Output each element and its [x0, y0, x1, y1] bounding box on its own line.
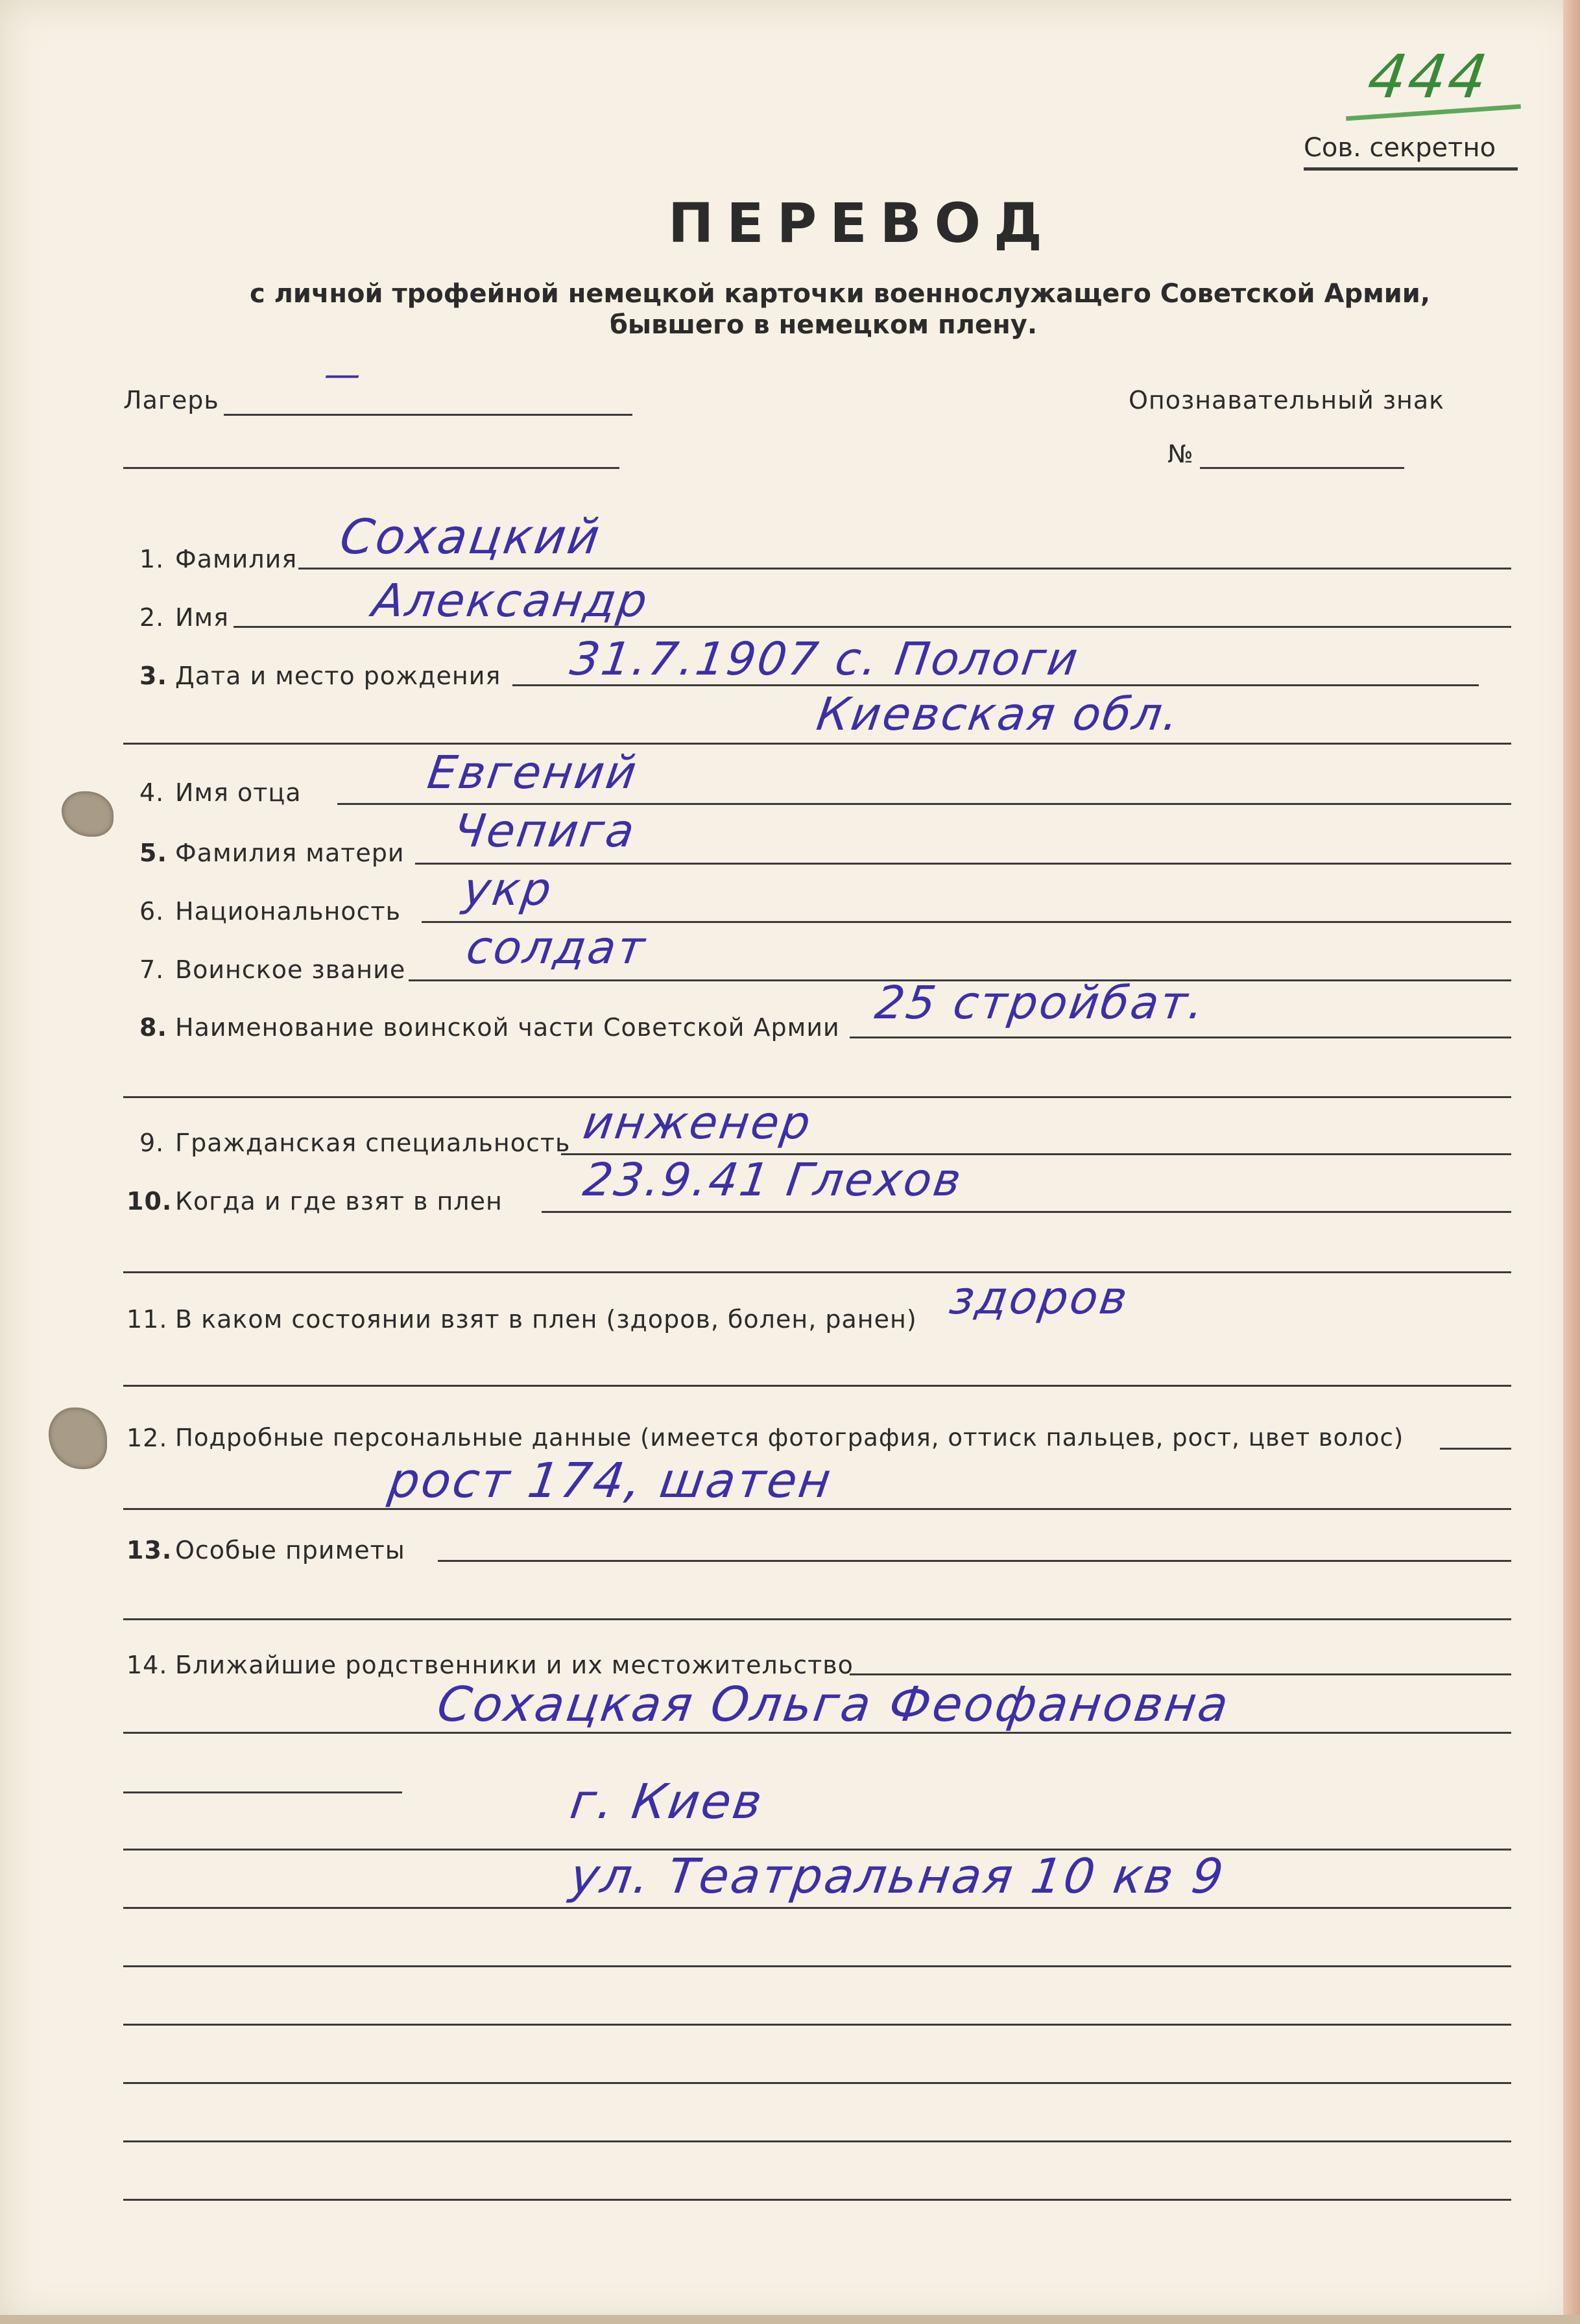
- field-value-birth: 31.7.1907 с. Пологи: [567, 632, 1083, 686]
- page-title: ПЕРЕВОД: [668, 191, 1055, 255]
- field-value-captured: 23.9.41 Глехов: [580, 1153, 966, 1206]
- field-line: [123, 1385, 1511, 1387]
- field-line: [123, 1907, 1511, 1909]
- field-line: [850, 1673, 1511, 1675]
- field-line: [123, 2140, 1511, 2142]
- paper-edge: [1563, 0, 1580, 2324]
- field-value-surname: Сохацкий: [336, 509, 605, 565]
- subtitle-line2: бывшего в немецком плену.: [610, 310, 1038, 340]
- field-line: [438, 1560, 1511, 1562]
- field-line: [850, 1036, 1511, 1038]
- field-number: 1.: [139, 545, 165, 573]
- field-line: [123, 743, 1511, 745]
- field-line: [123, 2082, 1511, 2084]
- field-label-personal: Подробные персональные данные (имеется фотография, оттиск пальцев, рост, цвет волос): [175, 1424, 1404, 1452]
- field-number: 4.: [139, 778, 165, 807]
- field-number: 8.: [139, 1013, 167, 1042]
- field-number: 10.: [126, 1187, 173, 1216]
- field-number: 3.: [139, 662, 167, 690]
- field-value-nationality: укр: [460, 863, 557, 916]
- field-label-profession: Гражданская специальность: [175, 1129, 571, 1157]
- paper-edge-bottom: [0, 2315, 1580, 2324]
- field-label-surname: Фамилия: [175, 545, 298, 573]
- field-value-mother: Чепига: [450, 804, 640, 857]
- field-number: 6.: [139, 897, 165, 926]
- field-line: [123, 1096, 1511, 1098]
- camp-line-2: [123, 467, 619, 469]
- field-value-birth-region: Киевская обл.: [813, 688, 1184, 741]
- field-number: 11.: [126, 1305, 168, 1334]
- field-line: [123, 1271, 1511, 1273]
- field-line: [298, 568, 1511, 569]
- field-value-unit: 25 стройбат.: [872, 976, 1210, 1029]
- field-value-condition: здоров: [946, 1271, 1132, 1324]
- field-label-name: Имя: [175, 603, 229, 632]
- field-number: 5.: [139, 839, 167, 867]
- classification-underline: [1304, 167, 1518, 171]
- field-value-personal: рост 174, шатен: [385, 1453, 836, 1509]
- field-line: [415, 863, 1511, 865]
- archive-number: 444: [1363, 42, 1494, 112]
- field-number: 14.: [126, 1651, 168, 1679]
- id-tag-label: Опознавательный знак: [1129, 386, 1445, 414]
- field-line: [1440, 1448, 1511, 1450]
- field-label-mother: Фамилия матери: [175, 839, 405, 867]
- field-label-unit: Наименование воинской части Советской Армии: [175, 1013, 840, 1042]
- field-value-profession: инженер: [580, 1096, 816, 1149]
- field-line: [123, 1965, 1511, 1967]
- field-label-nationality: Национальность: [175, 897, 401, 926]
- id-tag-number-line: [1200, 467, 1404, 469]
- field-value-name: Александр: [369, 574, 652, 627]
- field-line: [123, 1732, 1511, 1734]
- field-line: [123, 2024, 1511, 2026]
- field-value-relatives-street: ул. Театральная 10 кв 9: [566, 1849, 1228, 1904]
- camp-line: [224, 414, 632, 416]
- field-number: 9.: [139, 1129, 165, 1157]
- field-line: [123, 1791, 402, 1793]
- camp-label: Лагерь: [123, 386, 219, 414]
- field-number: 13.: [126, 1536, 173, 1564]
- field-label-marks: Особые приметы: [175, 1536, 405, 1564]
- field-number: 2.: [139, 603, 165, 632]
- field-label-birth: Дата и место рождения: [175, 662, 501, 690]
- field-line: [123, 1508, 1511, 1510]
- field-value-father: Евгений: [424, 746, 641, 799]
- field-number: 7.: [139, 955, 165, 984]
- punch-hole-top: [62, 791, 114, 837]
- field-value-rank: солдат: [463, 921, 650, 974]
- camp-value: —: [321, 353, 366, 396]
- field-label-rank: Воинское звание: [175, 955, 406, 984]
- punch-hole-bottom: [49, 1408, 107, 1469]
- field-label-relatives: Ближайшие родственники и их местожительство: [175, 1651, 854, 1679]
- field-label-captured: Когда и где взят в плен: [175, 1187, 503, 1216]
- field-number: 12.: [126, 1424, 168, 1452]
- field-value-relatives: Сохацкая Ольга Феофановна: [433, 1677, 1234, 1732]
- field-line: [123, 2199, 1511, 2201]
- classification-label: Сов. секретно: [1304, 133, 1496, 163]
- subtitle-line1: с личной трофейной немецкой карточки военнослужащего Советской Армии,: [250, 279, 1431, 309]
- field-label-father: Имя отца: [175, 778, 302, 807]
- field-line: [542, 1211, 1511, 1213]
- field-label-condition: В каком состоянии взят в плен (здоров, болен, ранен): [175, 1305, 917, 1334]
- field-line: [123, 1618, 1511, 1620]
- field-value-relatives-city: г. Киев: [566, 1774, 767, 1830]
- id-tag-number-label: №: [1167, 440, 1194, 468]
